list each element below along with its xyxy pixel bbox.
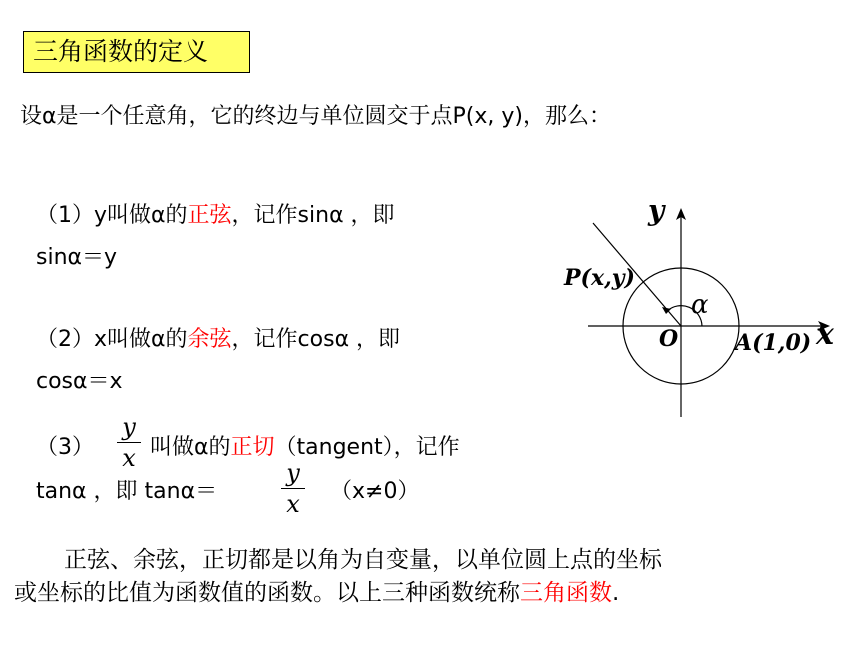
summary-text: 或坐标的比值为函数值的函数。以上三种函数统称	[14, 580, 520, 606]
item1-suffix: ，记作sinα ，即	[231, 203, 395, 228]
fraction-denominator: x	[122, 444, 136, 472]
point-a-label: A(1,0)	[735, 330, 812, 356]
unit-circle-diagram	[560, 195, 845, 425]
item1-line1	[36, 202, 395, 230]
item3-line2-b: （x≠0）	[330, 479, 420, 504]
summary-term: 三角函数	[520, 580, 612, 606]
fraction-numerator: y	[122, 413, 136, 441]
fraction-bar	[281, 488, 305, 489]
item3-mid: 叫做α的	[150, 435, 231, 460]
summary-line1: 正弦、余弦，正切都是以角为自变量，以单位圆上点的坐标	[64, 547, 662, 573]
summary-end: .	[612, 580, 620, 606]
slide-title: 三角函数的定义	[23, 31, 250, 73]
intro-text: 设α是一个任意角，它的终边与单位圆交于点P(x, y)，那么：	[20, 104, 611, 129]
fraction-denominator: x	[286, 490, 300, 518]
item3-term: 正切	[230, 435, 275, 460]
item2-suffix: ，记作cosα ，即	[231, 327, 401, 352]
item2-term: 余弦	[187, 327, 232, 352]
y-axis-label: y	[648, 195, 665, 227]
item1-prefix: （1）y叫做α的	[36, 203, 188, 228]
x-axis-label: x	[816, 317, 834, 352]
item3-fraction-2	[281, 460, 305, 517]
item1-formula: sinα＝y	[36, 245, 118, 270]
alpha-label: α	[691, 290, 709, 320]
item3-prefix: （3）	[36, 435, 94, 460]
item3-line1	[150, 434, 460, 462]
item2-line1	[36, 326, 400, 354]
summary-line2	[14, 579, 619, 607]
item2-prefix: （2）x叫做α的	[36, 327, 188, 352]
item3-line2-a: tanα ，即 tanα＝	[36, 479, 218, 504]
item2-formula: cosα＝x	[36, 369, 123, 394]
fraction-numerator: y	[286, 459, 300, 487]
fraction-bar	[117, 442, 141, 443]
item3-suffix: （tangent），记作	[274, 435, 460, 460]
origin-label: O	[659, 326, 679, 352]
item1-term: 正弦	[187, 203, 232, 228]
item3-fraction-1	[117, 414, 141, 471]
point-p-label: P(x,y)	[564, 265, 635, 291]
